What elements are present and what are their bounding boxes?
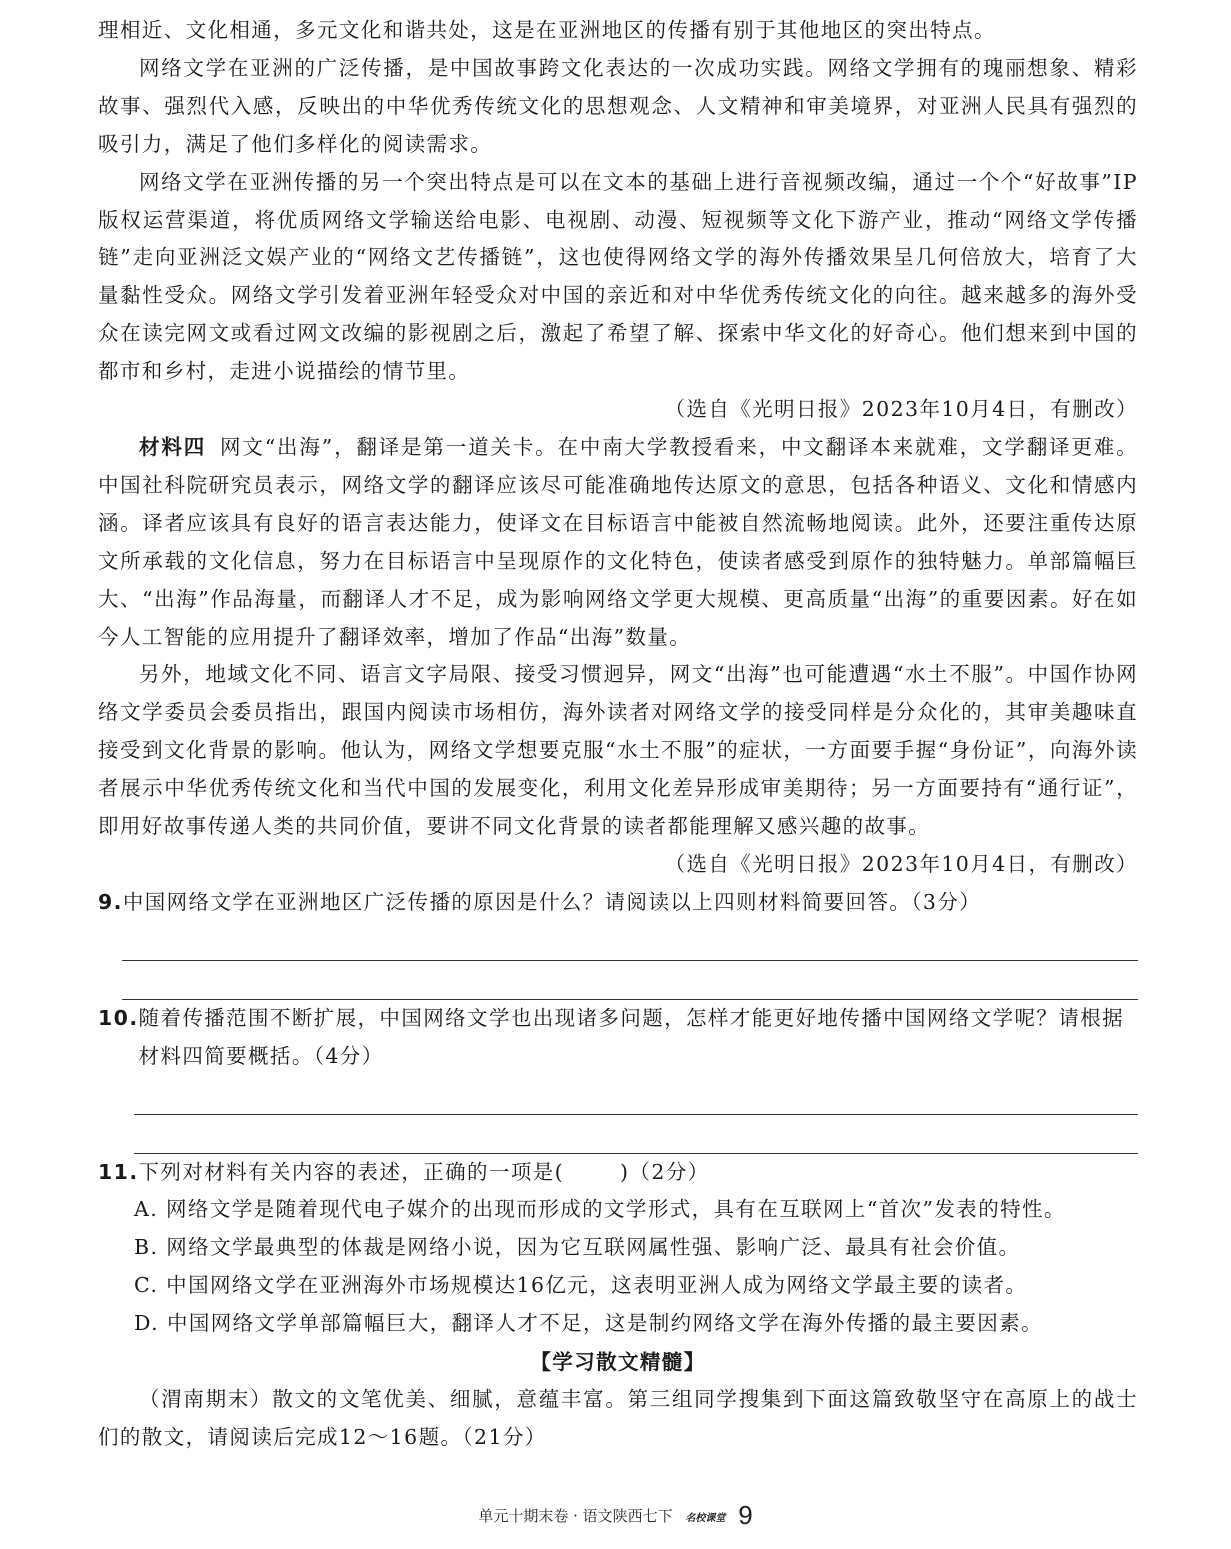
answer-area-10: [134, 1076, 1138, 1154]
answer-line[interactable]: [134, 1076, 1138, 1115]
answer-line[interactable]: [134, 1115, 1138, 1154]
page-content: [98, 12, 1138, 1457]
paragraph: 另外，地域文化不同、语言文字局限、接受习惯迥异，网文“出海”也可能遭遇“水土不服”。中国作协网络文学委员会委员指出，跟国内阅读市场相仿，海外读者对网络文学的接受同样是分众化的，其审美趣味直接受到文化背景的影响。他认为，网络文学想要克服“水土不服”的症状，一方面要手握“身份证”，向海外读者展示中华优秀传统文化和当代中国的发展变化，利用文化差异形成审美期待；另一方面要持有“通行证”，即用好故事传递人类的共同价值，要讲不同文化背景的读者都能理解又感兴趣的故事。: [98, 662, 1138, 839]
section-intro: （渭南期末）散文的文笔优美、细腻，意蕴丰富。第三组同学搜集到下面这篇致敬坚守在高原上的战士们的散文，请阅读后完成12～16题。（21分）: [98, 1387, 1138, 1449]
question-number: 10.: [98, 1005, 139, 1030]
question-text: [139, 1154, 1138, 1192]
answer-line[interactable]: [122, 961, 1138, 1000]
question-number: 11.: [98, 1159, 139, 1184]
page-number: 9: [738, 1500, 753, 1530]
material-label: 材料四: [139, 434, 207, 459]
page-footer: [0, 1500, 1231, 1531]
question-11: [98, 1154, 1138, 1192]
question-number: 9.: [98, 889, 123, 914]
question-text: 中国网络文学在亚洲地区广泛传播的原因是什么？请阅读以上四则材料简要回答。（3分）: [122, 889, 982, 914]
answer-line[interactable]: [122, 922, 1138, 961]
material-four-paragraph: [98, 429, 1138, 656]
material-text: 网文“出海”，翻译是第一道关卡。在中南大学教授看来，中文翻译本来就难，文学翻译更难。中国社科院研究员表示，网络文学的翻译应该尽可能准确地传达原文的意思，包括各种语义、文化和情感内涵。译者应该具有良好的语言表达能力，使译文在目标语言中能被自然流畅地阅读。此外，还要注重传达原文所承载的文化信息，努力在目标语言中呈现原作的文化特色，使读者感受到原作的独特魅力。单部篇幅巨大、“出海”作品海量，而翻译人才不足，成为影响网络文学更大规模、更高质量“出海”的重要因素。好在如今人工智能的应用提升了翻译效率，增加了作品“出海”数量。: [98, 434, 1139, 649]
paragraph: 网络文学在亚洲传播的另一个突出特点是可以在文本的基础上进行音视频改编，通过一个个“好故事”IP版权运营渠道，将优质网络文学输送给电影、电视剧、动漫、短视频等文化下游产业，推动“网络文学传播链”走向亚洲泛文娱产业的“网络文艺传播链”，这也使得网络文学的海外传播效果呈几何倍放大，培育了大量黏性受众。网络文学引发着亚洲年轻受众对中国的亲近和对中华优秀传统文化的向往。越来越多的海外受众在读完网文或看过网文改编的影视剧之后，激起了希望了解、探索中华文化的好奇心。他们想来到中国的都市和乡村，走进小说描绘的情节里。: [98, 169, 1138, 384]
paragraph-continued: 理相近、文化相通，多元文化和谐共处，这是在亚洲地区的传播有别于其他地区的突出特点。: [98, 18, 996, 42]
question-9: [98, 884, 1138, 922]
answer-area-9: [122, 922, 1138, 1000]
footer-text: 单元十期末卷 · 语文陕西七下: [478, 1507, 673, 1525]
option-a[interactable]: A. 网络文学是随着现代电子媒介的出现而形成的文学形式，具有在互联网上“首次”发表的特性。: [134, 1197, 1066, 1222]
source-citation: （选自《光明日报》2023年10月4日，有删改）: [664, 851, 1138, 876]
source-citation: （选自《光明日报》2023年10月4日，有删改）: [664, 397, 1138, 422]
brand-logo: 名校课堂: [685, 1513, 726, 1524]
question-10: [98, 1000, 1138, 1076]
question-text: 随着传播范围不断扩展，中国网络文学也出现诸多问题，怎样才能更好地传播中国网络文学呢？请根据材料四简要概括。（4分）: [138, 1005, 1125, 1068]
option-d[interactable]: D. 中国网络文学单部篇幅巨大，翻译人才不足，这是制约网络文学在海外传播的最主要因素。: [134, 1311, 1043, 1336]
paragraph: 网络文学在亚洲的广泛传播，是中国故事跨文化表达的一次成功实践。网络文学拥有的瑰丽想象、精彩故事、强烈代入感，反映出的中华优秀传统文化的思想观念、人文精神和审美境界，对亚洲人民具有强烈的吸引力，满足了他们多样化的阅读需求。: [98, 55, 1138, 156]
option-c[interactable]: C. 中国网络文学在亚洲海外市场规模达16亿元，这表明亚洲人成为网络文学最主要的读者。: [134, 1273, 1028, 1298]
question-text-start: 下列对材料有关内容的表述，正确的一项是(: [138, 1159, 565, 1184]
question-text-end: )（2分）: [620, 1159, 710, 1184]
section-heading: 【学习散文精髓】: [530, 1350, 706, 1375]
option-b[interactable]: B. 网络文学最典型的体裁是网络小说，因为它互联网属性强、影响广泛、最具有社会价值。: [134, 1235, 1021, 1260]
